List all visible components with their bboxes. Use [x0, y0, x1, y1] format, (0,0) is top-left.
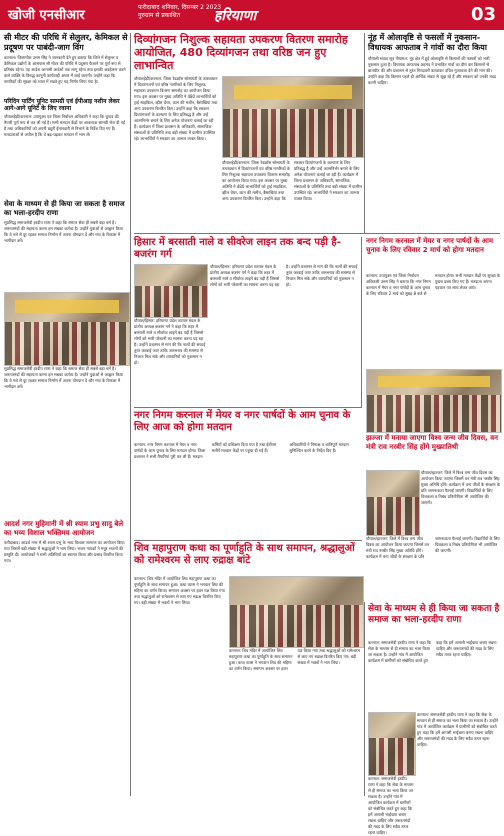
article-hisar-head: [134, 237, 358, 261]
article-election-head: [134, 410, 362, 440]
main-headline: दिव्यांगजन निशुल्क सहायता उपकरण वितरण समारोह आयोजित, 480 दिव्यांगजन तथा वरिष्ठ जन हुए लाभान्वित: [134, 33, 348, 72]
photo-sewa-person: [369, 738, 415, 775]
photo-shiv-people: [230, 605, 363, 647]
body-left-top: करनाल। जिलाधीश उत्तम सिंह ने जानकारी देते हुए बताया कि जिले में सेलुलर व केमिकल उद्योगों के आसपास सौ मीटर की परिधि में प्रदूषण फैलाने पर पूर्ण रूप से प्रतिबंध रहेगा। यह आदेश आगामी आदेशों तक लागू रहेगा तथा इसकी अवहेलना करने वाले व्यक्ति के विरुद्ध कानूनी कार्यवाही अमल में लाई जाएगी। उन्होंने कहा कि नागरिकों की सुरक्षा को ध्यान में रखते हुए यह निर्णय लिया गया है।: [4, 55, 126, 84]
dateline-date: फरीदाबाद शनिवार, दिसम्बर 2 2023: [138, 4, 222, 11]
headline-left-top: सी मीटर की परिधि में सेलुलर, केमिकल से प्रदूषण पर पाबंदी-जाग विंग: [4, 33, 128, 52]
article-hisar-body2: [134, 318, 206, 404]
photo-right-mid-people: [367, 395, 501, 432]
row-rule-3: [134, 540, 362, 541]
article-right-mid-head: [366, 237, 500, 271]
body-right-mid: करनाल: उपायुक्त एवं जिला निर्वाचन अधिकारी उत्तम सिंह ने बताया कि नगर निगम करनाल में मेयर व नगर पार्षदों के आम चुनाव के लिए रविवार 2 मार्च को सुबह 8 बजे से मतदान होगा। सभी मतदान केंद्रों पर सुरक्षा के पुख्ता प्रबंध किए गए हैं। मतदाता अपना पहचान पत्र साथ लेकर आएं।: [366, 273, 500, 296]
body-left-3: सुप्रसिद्ध समाजसेवी हरदीप राणा ने कहा कि समाज सेवा ही सबसे बड़ा धर्म है। जरूरतमंदों की सहायता करना हम सबका कर्तव्य है। उन्होंने युवाओं से आह्वान किया कि वे नशे से दूर रहकर समाज निर्माण में अपना योगदान दें और गांव के विकास में भागीदार बनें।: [4, 220, 124, 243]
photo-jhajjar-person: [367, 497, 419, 535]
article-sewa-side: [417, 712, 500, 796]
body-shiv-1: करनाल: शिव मंदिर में आयोजित शिव महापुराण कथा का पूर्णाहुति के साथ समापन हुआ। कथा व्यास ने भगवान शिव की महिमा का वर्णन किया। समापन अवसर पर हवन यज्ञ किया गया तथा श्रद्धालुओं को रामेश्वरम से लाए गए रुद्राक्ष वितरित किए गए। बड़ी संख्या में भक्तों ने भाग लिया।: [134, 576, 225, 605]
photo-hisar: [134, 264, 208, 318]
body-jhajjar-side: चौपाल/झज्जर: जिले में विश्व वन्य जीव दिवस का आयोजन किया जाएगा जिसमें वन मंत्री राव नरबीर सिंह मुख्य अतिथि होंगे। कार्यक्रम में वन्य जीवों के संरक्षण के प्रति जागरूकता फैलाई जाएगी। विद्यार्थियों के लिए चित्रकला व निबंध प्रतियोगिता भी आयोजित की जाएगी।: [421, 470, 500, 505]
row-rule-1: [134, 233, 500, 234]
photo-main-banner: [234, 85, 352, 99]
main-article-col2: [222, 160, 362, 224]
body-hisar-2: चौपाल/हिसार: हरियाणा प्रदेश व्यापार मंडल के प्रांतीय अध्यक्ष बजरंग गर्ग ने कहा कि शहर में बरसाती नाले व सीवरेज लाइनें बंद पड़ी हैं जिससे लोगों को भारी परेशानी का सामना करना पड़ रहा है। उन्होंने प्रशासन से मांग की कि नालों की सफाई तुरंत करवाई जाए ताकि जलभराव की समस्या से निजात मिल सके और व्यापारियों को नुकसान न हो।: [134, 318, 206, 365]
article-right-mid: [366, 273, 500, 367]
brand-name: खोजी एनसीआर: [8, 8, 85, 23]
headline-election: नगर निगम करनाल में मेयर व नगर पार्षदों के आम चुनाव के लिए आज को होगा मतदान: [134, 410, 351, 433]
headline-hisar: हिसार में बरसाती नाले व सीवरेज लाइन तक बन्द पड़ी है- बजरंग गर्ग: [134, 237, 341, 260]
main-body-1: चौपालहेड़ी/करनाल: जिला रेडक्रॉस सोसायटी के तत्वावधान में दिव्यांगजनों एवं वरिष्ठ नागरिकों के लिए निशुल्क सहायता उपकरण वितरण समारोह का आयोजन किया गया। इस अवसर पर मुख्य अतिथि ने 480 लाभार्थियों को ट्राई साइकिल, व्हील चेयर, कान की मशीन, बैसाखियां तथा अन्य उपकरण वितरित किए। उन्होंने कहा कि सरकार दिव्यांगजनों के कल्याण के लिए प्रतिबद्ध है और उन्हें आत्मनिर्भर बनाने के लिए अनेक योजनाएं चलाई जा रही हैं। कार्यक्रम में जिला प्रशासन के अधिकारी, सामाजिक संस्थाओं के प्रतिनिधि तथा बड़ी संख्या में ग्रामीण उपस्थित रहे। लाभार्थियों ने सरकार का आभार व्यक्त किया।: [134, 76, 218, 141]
article-shiv-head: [134, 543, 362, 573]
headline-jhajjar: झज्जा में मनाया जाएगा विश्व जन्म जीव दिवस, वन मंत्री राव नरबीर सिंह होंगे मुख्यातिथी: [366, 434, 499, 451]
body-shiv-2: करनाल: शिव मंदिर में आयोजित शिव महापुराण कथा का पूर्णाहुति के साथ समापन हुआ। कथा व्यास ने भगवान शिव की महिमा का वर्णन किया। समापन अवसर पर हवन यज्ञ किया गया तथा श्रद्धालुओं को रामेश्वरम से लाए गए रुद्राक्ष वितरित किए गए। बड़ी संख्या में भक्तों ने भाग लिया।: [229, 648, 360, 671]
article-shiv-col2: [229, 648, 362, 796]
main-article-col1: [134, 76, 218, 224]
body-sewa-side: करनाल: समाजसेवी हरदीप राणा ने कहा कि सेवा के माध्यम से ही समाज का भला किया जा सकता है। उन्होंने गांव में आयोजित कार्यक्रम में ग्रामीणों को संबोधित करते हुए कहा कि हमें आपसी भाईचारा बनाए रखना चाहिए और जरूरतमंदों की मदद के लिए सदैव तत्पर रहना चाहिए।: [417, 712, 498, 747]
body-left-2: चौपालहेड़ी/करनाल: उपायुक्त एवं जिला निर्वाचन अधिकारी ने कहा कि चुनाव की तैयारी पूर्ण रूप से कर ली गई है। सभी मतदान केंद्रों पर आवश्यक सामग्री भेज दी गई है तथा अधिकारियों को अपनी ड्यूटी ईमानदारी से निभाने के निर्देश दिए गए हैं। मतदाताओं से अपील है कि वे बढ़-चढ़कर मतदान में भाग लें।: [4, 114, 125, 137]
article-election: [134, 442, 362, 538]
photo-people: [5, 322, 129, 365]
body-sewa-tail: करनाल: समाजसेवी हरदीप राणा ने कहा कि सेवा के माध्यम से ही समाज का भला किया जा सकता है। उन्होंने गांव में आयोजित कार्यक्रम में ग्रामीणों को संबोधित करते हुए कहा कि हमें आपसी भाईचारा बनाए रखना चाहिए और जरूरतमंदों की मदद के लिए सदैव तत्पर रहना चाहिए।: [368, 776, 414, 835]
masthead: [0, 0, 504, 30]
body-right-top: चौपाली संवाद सूत्र नीयामत: नूंह क्षेत्र में हुई ओलावृष्टि से किसानों की फसलों को भारी नुकसान हुआ है। विधायक आफताब अहमद ने प्रभावित गांवों का दौरा कर किसानों से बातचीत की और प्रशासन से तुरंत गिरदावरी करवाकर उचित मुआवजा देने की मांग की। उन्होंने कहा कि किसान पहले ही आर्थिक संकट से जूझ रहे हैं और सरकार को उनकी मदद करनी चाहिए।: [368, 56, 496, 85]
article-jhajjar-head: [366, 434, 500, 468]
photo-main-people: [223, 109, 363, 157]
headline-left-5: आदर्श नगर मुहिमानी में श्री श्याम प्रभु सादु बेले का भव्य विशाल भक्तिमय आयोजन: [4, 520, 124, 537]
headline-left-3: सेवा के माध्यम से ही किया जा सकता है समाज का भला-हरदीप राणा: [4, 200, 125, 217]
body-sewa: करनाल: समाजसेवी हरदीप राणा ने कहा कि सेवा के माध्यम से ही समाज का भला किया जा सकता है। उन्होंने गांव में आयोजित कार्यक्रम में ग्रामीणों को संबोधित करते हुए कहा कि हमें आपसी भाईचारा बनाए रखना चाहिए और जरूरतमंदों की मदद के लिए सदैव तत्पर रहना चाहिए।: [368, 640, 497, 663]
photo-right-mid: [366, 369, 502, 433]
article-left-top: [4, 33, 128, 95]
dateline-edition: गुरुग्राम से प्रकाशित: [138, 12, 180, 19]
article-hisar-body: [210, 264, 358, 404]
article-left-2: [4, 98, 128, 198]
photo-main-event: [222, 76, 364, 158]
page-number: 03: [470, 4, 496, 25]
article-left-5: [4, 520, 128, 796]
main-body-2: चौपालहेड़ी/करनाल: जिला रेडक्रॉस सोसायटी के तत्वावधान में दिव्यांगजनों एवं वरिष्ठ नागरिकों के लिए निशुल्क सहायता उपकरण वितरण समारोह का आयोजन किया गया। इस अवसर पर मुख्य अतिथि ने 480 लाभार्थियों को ट्राई साइकिल, व्हील चेयर, कान की मशीन, बैसाखियां तथा अन्य उपकरण वितरित किए। उन्होंने कहा कि सरकार दिव्यांगजनों के कल्याण के लिए प्रतिबद्ध है और उन्हें आत्मनिर्भर बनाने के लिए अनेक योजनाएं चलाई जा रही हैं। कार्यक्रम में जिला प्रशासन के अधिकारी, सामाजिक संस्थाओं के प्रतिनिधि तथा बड़ी संख्या में ग्रामीण उपस्थित रहे। लाभार्थियों ने सरकार का आभार व्यक्त किया।: [222, 160, 362, 201]
photo-jhajjar-portrait: [366, 470, 420, 536]
photo-shiv: [229, 576, 364, 648]
headline-left-2: परिदिन पार्टिंग यूनिट सामग्री एवं ईपीआइ नशीन लेकर आगे-आगे यूनिटें के लिए रवाना: [4, 98, 120, 112]
photo-hisar-person: [135, 286, 207, 317]
body-election: करनाल: नगर निगम करनाल में मेयर व नगर पार्षदों के आम चुनाव के लिए मतदान होगा। जिला प्रशासन ने सभी तैयारियां पूरी कर ली हैं। मतदान कर्मियों को प्रशिक्षण दिया गया है तथा ईवीएम मशीनें मतदान केंद्रों पर पहुंचा दी गई हैं। अधिकारियों ने निष्पक्ष व शांतिपूर्ण मतदान सुनिश्चित करने के निर्देश दिए हैं।: [134, 442, 349, 459]
column-rule-2: [364, 33, 365, 233]
article-sewa-body: [368, 640, 500, 710]
article-right-top: [368, 33, 500, 233]
body-left-4: सुप्रसिद्ध समाजसेवी हरदीप राणा ने कहा कि समाज सेवा ही सबसे बड़ा धर्म है। जरूरतमंदों की सहायता करना हम सबका कर्तव्य है। उन्होंने युवाओं से आह्वान किया कि वे नशे से दूर रहकर समाज निर्माण में अपना योगदान दें और गांव के विकास में भागीदार बनें।: [4, 366, 124, 389]
headline-right-top: नूंह में ओलावृष्टि से फसलों में नुकसान-विधायक आफताब ने गांवों का दौरा किया: [368, 33, 487, 52]
article-sewa-head: [368, 604, 500, 638]
headline-sewa: सेवा के माध्यम से ही किया जा सकता है समाज का भला-हरदीप राणा: [368, 604, 500, 625]
body-hisar: चौपाल/हिसार: हरियाणा प्रदेश व्यापार मंडल के प्रांतीय अध्यक्ष बजरंग गर्ग ने कहा कि शहर में बरसाती नाले व सीवरेज लाइनें बंद पड़ी हैं जिससे लोगों को भारी परेशानी का सामना करना पड़ रहा है। उन्होंने प्रशासन से मांग की कि नालों की सफाई तुरंत करवाई जाए ताकि जलभराव की समस्या से निजात मिल सके और व्यापारियों को नुकसान न हो।: [210, 264, 358, 287]
article-left-4: [4, 366, 128, 516]
article-left-3: [4, 200, 128, 290]
photo-sewa-portrait: [368, 712, 416, 776]
headline-right-mid: नगर निगम करनाल में मेयर व नगर पार्षदों के आम चुनाव के लिए रविवार 2 मार्च को होगा मतदान: [366, 237, 494, 254]
row-rule-2: [134, 407, 362, 408]
column-rule-1: [130, 33, 131, 796]
headline-shiv: शिव महापुराण कथा का पूर्णाहुति के साथ समापन, श्रद्धालुओं को रामेश्वरम से लाए रुद्राक्ष बांटे: [134, 543, 355, 566]
column-rule-4: [364, 602, 365, 796]
article-sewa-tail: [368, 776, 414, 835]
body-left-5: फरीदाबाद। आदर्श नगर में श्री श्याम प्रभु के भव्य विशाल जागरण का आयोजन किया गया जिसमें बड़ी संख्या में श्रद्धालुओं ने भाग लिया। भजन गायकों ने मधुर भजनों की प्रस्तुति दी। आयोजकों ने सभी अतिथियों का स्वागत किया और प्रसाद वितरित किया गया।: [4, 540, 125, 563]
dateline: [138, 4, 221, 20]
photo-right-mid-banner: [378, 376, 491, 387]
article-jhajjar: [366, 536, 500, 600]
main-article-head: [134, 33, 362, 73]
photo-left-group: [4, 292, 130, 366]
section-title: हरियाणा: [214, 8, 257, 24]
article-shiv-col1: [134, 576, 226, 796]
column-rule-3: [361, 237, 362, 407]
photo-banner: [15, 300, 119, 313]
body-jhajjar: चौपाल/झज्जर: जिले में विश्व वन्य जीव दिवस का आयोजन किया जाएगा जिसमें वन मंत्री राव नरबीर सिंह मुख्य अतिथि होंगे। कार्यक्रम में वन्य जीवों के संरक्षण के प्रति जागरूकता फैलाई जाएगी। विद्यार्थियों के लिए चित्रकला व निबंध प्रतियोगिता भी आयोजित की जाएगी।: [366, 536, 500, 559]
article-jhajjar-side: [421, 470, 500, 534]
